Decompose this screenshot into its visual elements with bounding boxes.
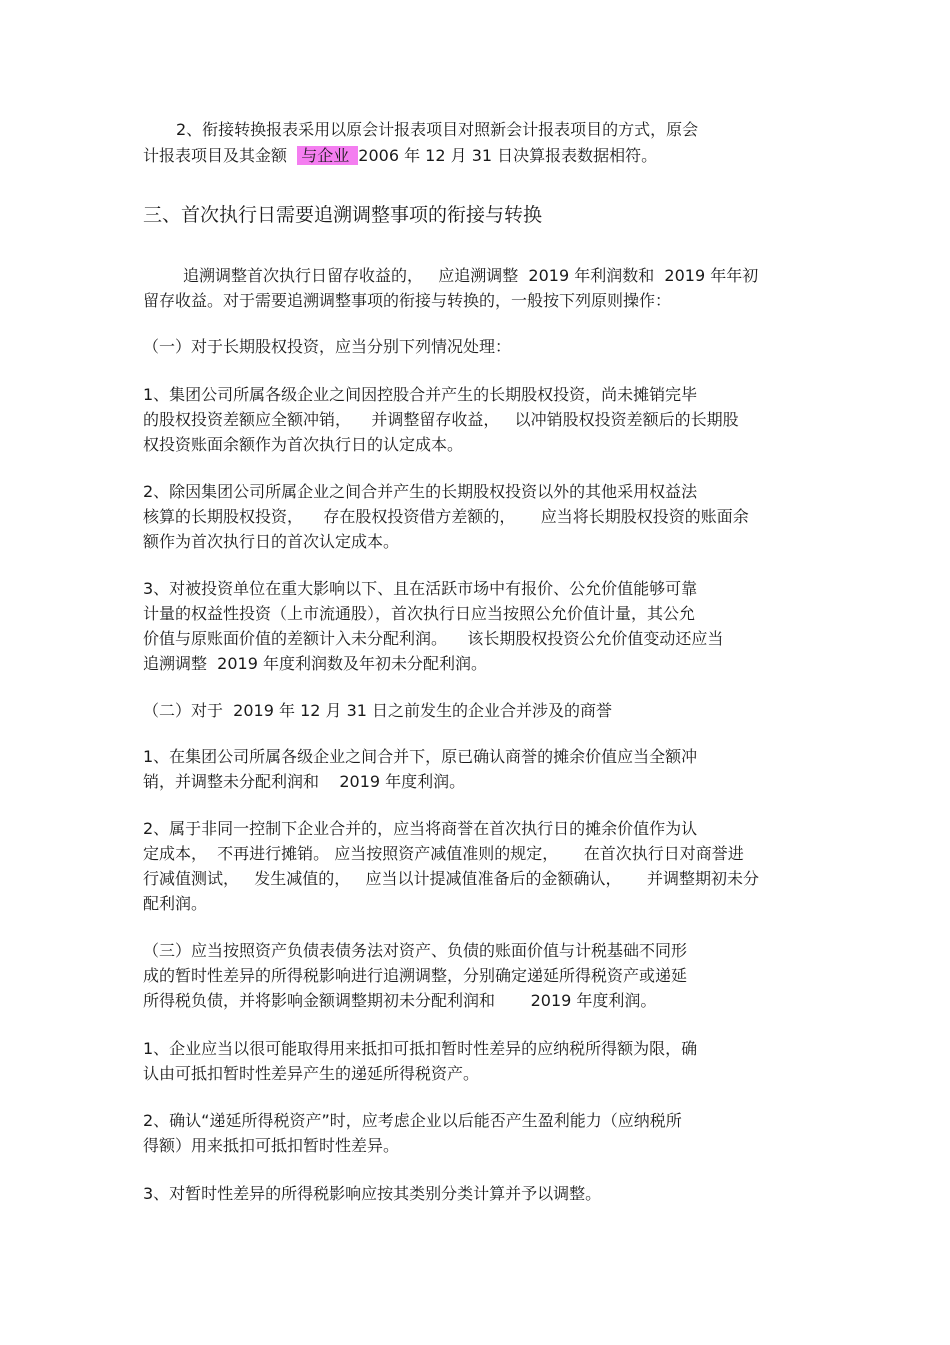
text-line: 计量的权益性投资（上市流通股），首次执行日应当按照公允价值计量，其公允 <box>143 604 696 623</box>
text-line: 3、对被投资单位在重大影响以下、且在活跃市场中有报价、公允价值能够可靠 <box>143 579 698 598</box>
subsection-heading: （二）对于 2019 年 12 月 31 日之前发生的企业合并涉及的商誉 <box>143 701 613 720</box>
text-line: 2、确认“递延所得税资产”时，应考虑企业以后能否产生盈利能力（应纳税所 <box>143 1111 682 1130</box>
section-heading: 三、首次执行日需要追溯调整事项的衔接与转换 <box>143 204 543 226</box>
text-line <box>143 145 657 167</box>
text-line: 得额）用来抵扣可抵扣暂时性差异。 <box>143 1136 400 1155</box>
text-line: 核算的长期股权投资， 存在股权投资借方差额的， 应当将长期股权投资的账面余 <box>143 507 749 526</box>
text-line: 2、除因集团公司所属企业之间合并产生的长期股权投资以外的其他采用权益法 <box>143 482 698 501</box>
text-line: 留存收益。对于需要追溯调整事项的衔接与转换的，一般按下列原则操作： <box>143 291 672 310</box>
highlighted-text: 与企业 <box>297 146 358 165</box>
text-line: 权投资账面余额作为首次执行日的认定成本。 <box>143 435 464 454</box>
text-line: 1、企业应当以很可能取得用来抵扣可抵扣暂时性差异的应纳税所得额为限，确 <box>143 1039 698 1058</box>
text-line: 价值与原账面价值的差额计入未分配利润。 该长期股权投资公允价值变动还应当 <box>143 629 724 648</box>
subsection-heading: （三）应当按照资产负债表债务法对资产、负债的账面价值与计税基础不同形 <box>143 941 688 960</box>
text-line: 的股权投资差额应全额冲销， 并调整留存收益， 以冲销股权投资差额后的长期股 <box>143 410 739 429</box>
text-line: 2、衔接转换报表采用以原会计报表项目对照新会计报表项目的方式，原会 <box>176 120 699 139</box>
text-line: 追溯调整首次执行日留存收益的， 应追溯调整 2019 年利润数和 2019 年年初 <box>183 266 759 285</box>
text-line: 行减值测试， 发生减值的， 应当以计提减值准备后的金额确认， 并调整期初未分 <box>143 869 759 888</box>
text-fragment: 2006 年 12 月 31 日决算报表数据相符。 <box>358 146 658 165</box>
text-line: 销，并调整未分配利润和 2019 年度利润。 <box>143 772 466 791</box>
text-line: 定成本， 不再进行摊销。 应当按照资产减值准则的规定， 在首次执行日对商誉进 <box>143 844 744 863</box>
text-line: 追溯调整 2019 年度利润数及年初未分配利润。 <box>143 654 487 673</box>
text-line: 所得税负债，并将影响金额调整期初未分配利润和 2019 年度利润。 <box>143 991 657 1010</box>
text-line: 认由可抵扣暂时性差异产生的递延所得税资产。 <box>143 1064 480 1083</box>
text-line: 1、在集团公司所属各级企业之间合并下，原已确认商誉的摊余价值应当全额冲 <box>143 747 698 766</box>
text-line: 成的暂时性差异的所得税影响进行追溯调整，分别确定递延所得税资产或递延 <box>143 966 688 985</box>
text-line: 配利润。 <box>143 894 208 913</box>
subsection-heading: （一）对于长期股权投资，应当分别下列情况处理： <box>143 337 512 356</box>
text-line: 2、属于非同一控制下企业合并的，应当将商誉在首次执行日的摊余价值作为认 <box>143 819 698 838</box>
text-line: 3、对暂时性差异的所得税影响应按其类别分类计算并予以调整。 <box>143 1184 602 1203</box>
text-fragment: 计报表项目及其金额 <box>143 146 298 165</box>
text-line: 额作为首次执行日的首次认定成本。 <box>143 532 400 551</box>
text-line: 1、集团公司所属各级企业之间因控股合并产生的长期股权投资，尚未摊销完毕 <box>143 385 698 404</box>
